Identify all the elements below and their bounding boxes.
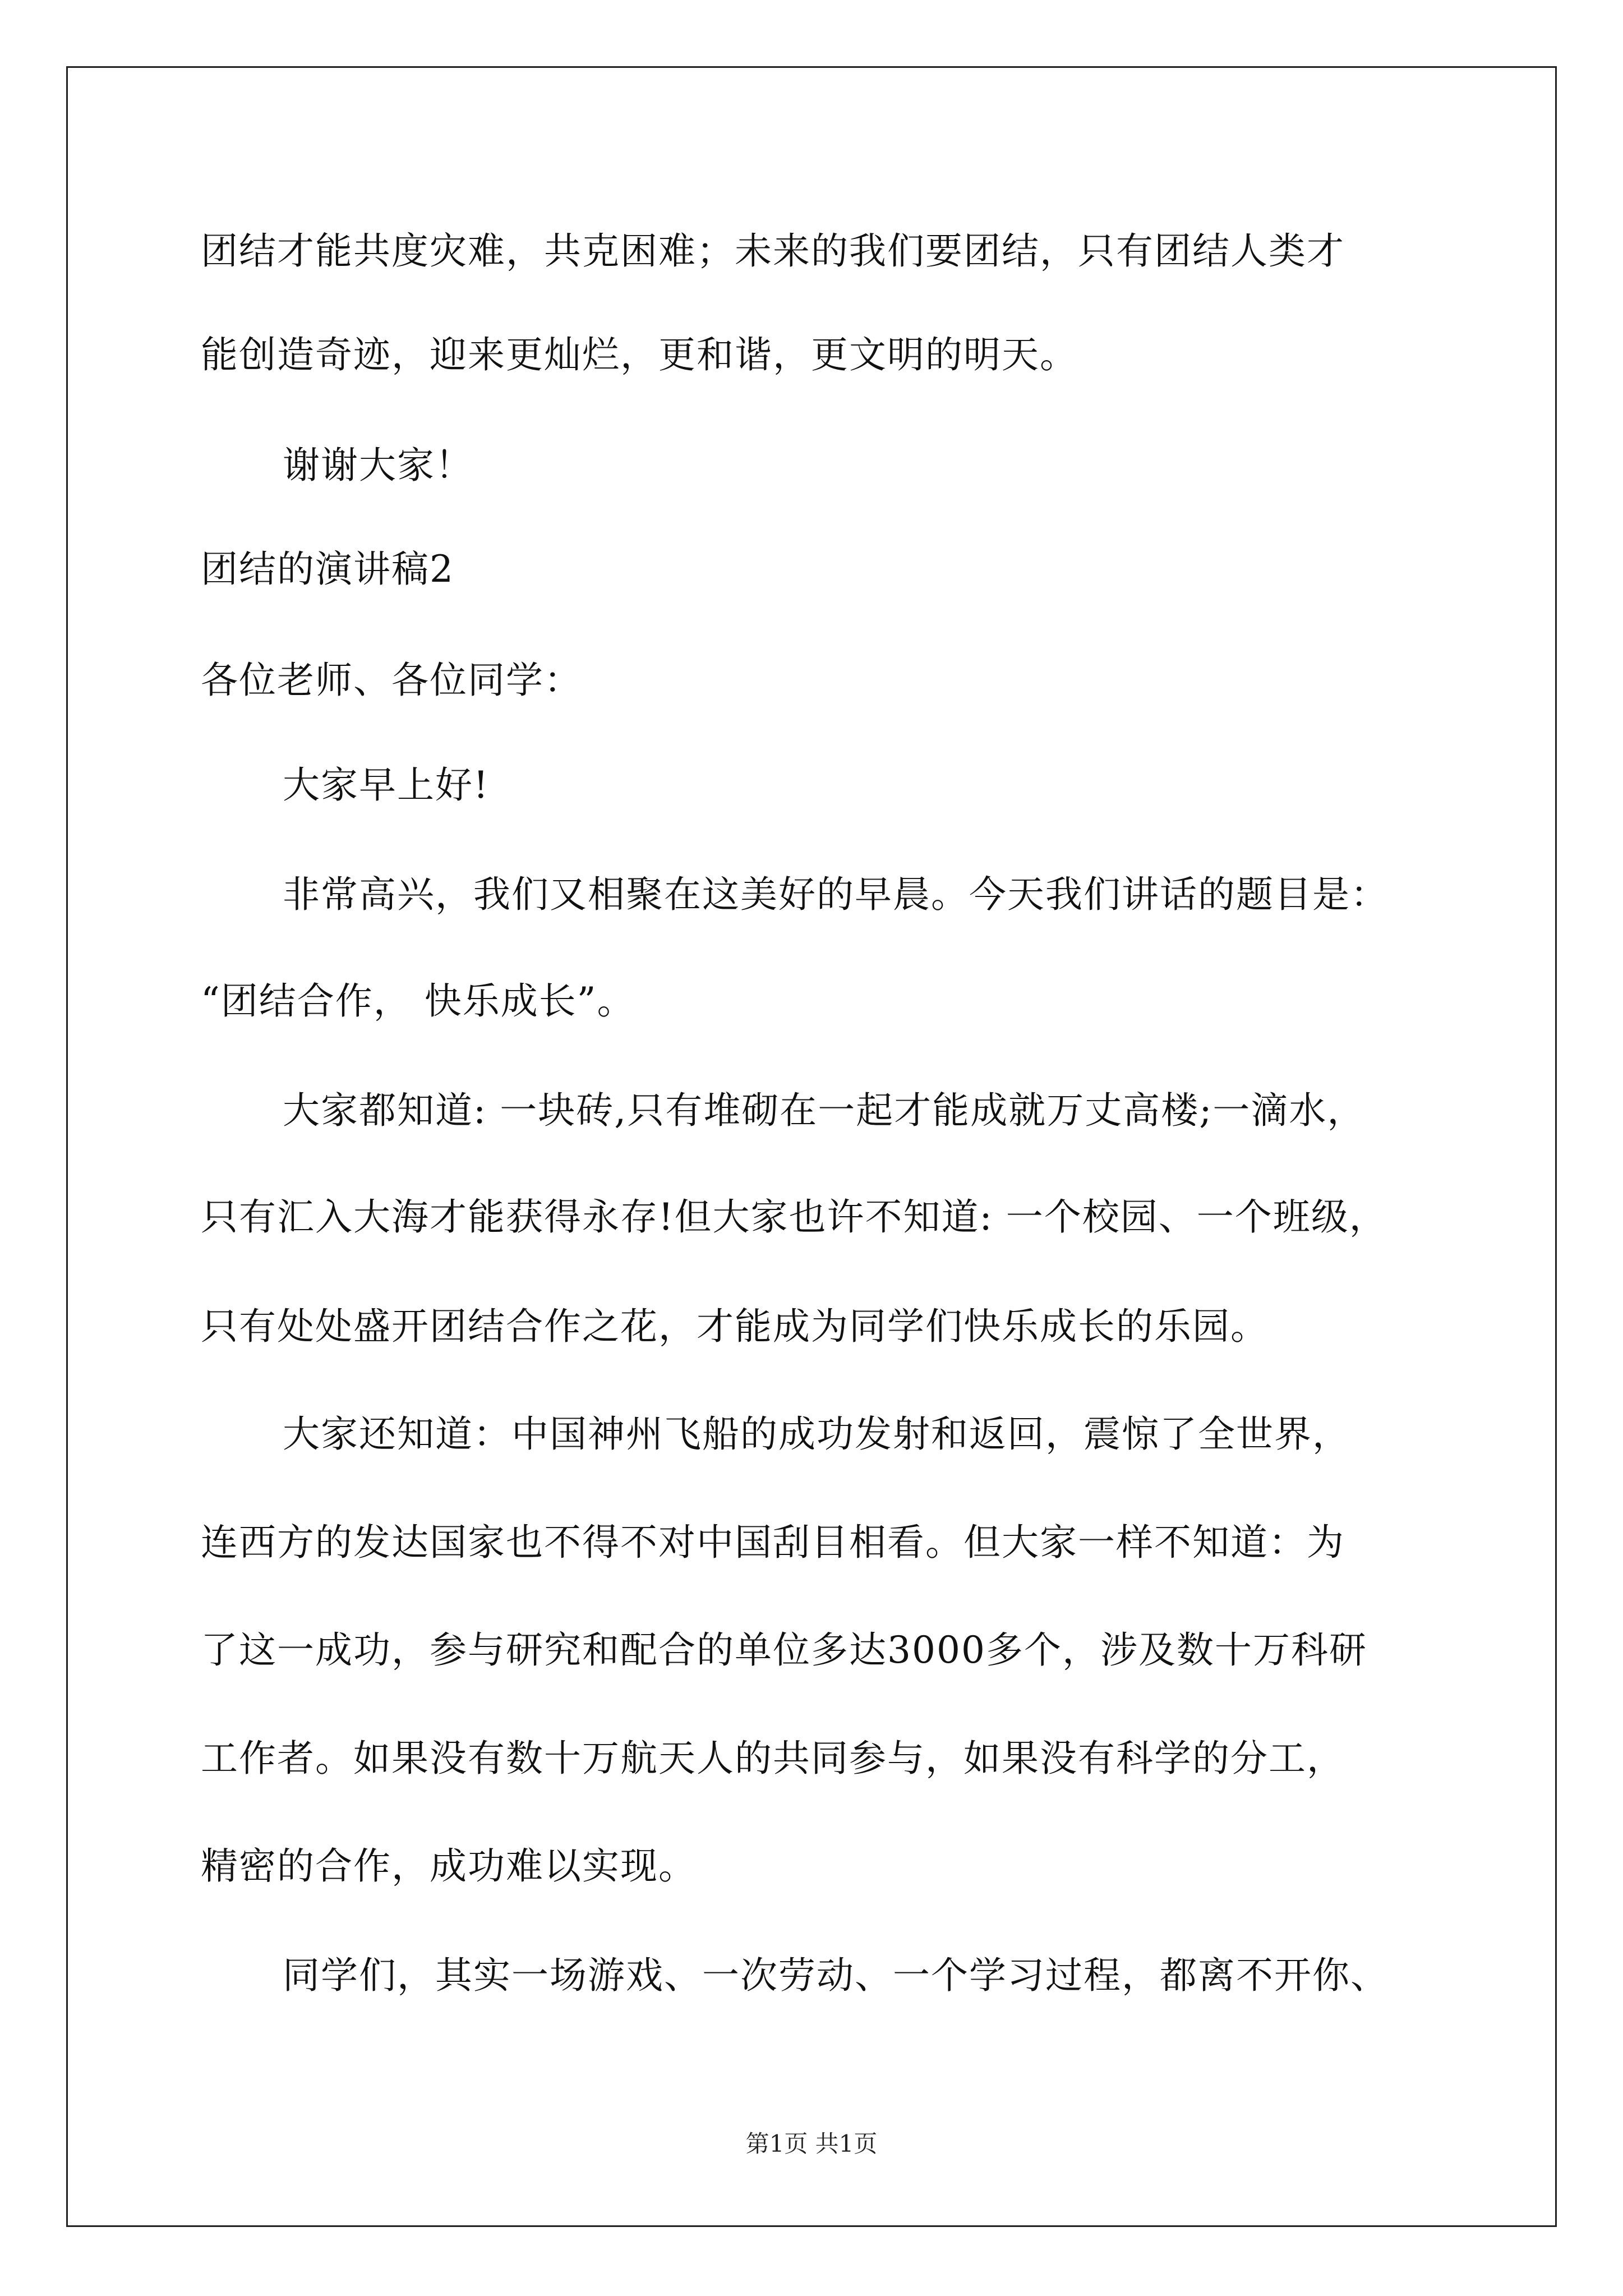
greeting-line: 各位老师、各位同学： (201, 659, 582, 702)
paragraph-line: 大家还知道：中国神州飞船的成功发射和返回，震惊了全世界， (283, 1412, 1350, 1456)
paragraph-line: 只有汇入大海才能获得永存!但大家也许不知道: 一个校园、一个班级， (201, 1195, 1387, 1239)
paragraph-line: 非常高兴，我们又相聚在这美好的早晨。今天我们讲话的题目是： (283, 873, 1389, 916)
paragraph-line: 只有处处盛开团结合作之花，才能成为同学们快乐成长的乐园。 (201, 1305, 1269, 1348)
page-frame (66, 66, 1557, 2227)
paragraph-line: 精密的合作，成功难以实现。 (201, 1844, 697, 1888)
paragraph-line: 连西方的发达国家也不得不对中国刮目相看。但大家一样不知道：为 (201, 1521, 1345, 1564)
paragraph-line: 了这一成功，参与研究和配合的单位多达3000多个，涉及数十万科研 (201, 1628, 1367, 1672)
paragraph-line: 谢谢大家！ (283, 444, 473, 487)
page-footer: 第1页 共1页 (745, 2130, 878, 2157)
paragraph-line: 大家早上好! (283, 763, 490, 807)
paragraph-line: 团结才能共度灾难，共克困难；未来的我们要团结，只有团结人类才 (201, 229, 1345, 273)
paragraph-line: 工作者。如果没有数十万航天人的共同参与，如果没有科学的分工， (201, 1737, 1345, 1780)
paragraph-line: 同学们，其实一场游戏、一次劳动、一个学习过程，都离不开你、 (283, 1954, 1389, 1997)
paragraph-line: 能创造奇迹，迎来更灿烂，更和谐，更文明的明天。 (201, 333, 1078, 376)
paragraph-line: “团结合作， 快乐成长”。 (201, 979, 635, 1023)
paragraph-line: 大家都知道: 一块砖,只有堆砌在一起才能成就万丈高楼;一滴水， (283, 1089, 1366, 1132)
section-heading: 团结的演讲稿2 (201, 547, 454, 591)
